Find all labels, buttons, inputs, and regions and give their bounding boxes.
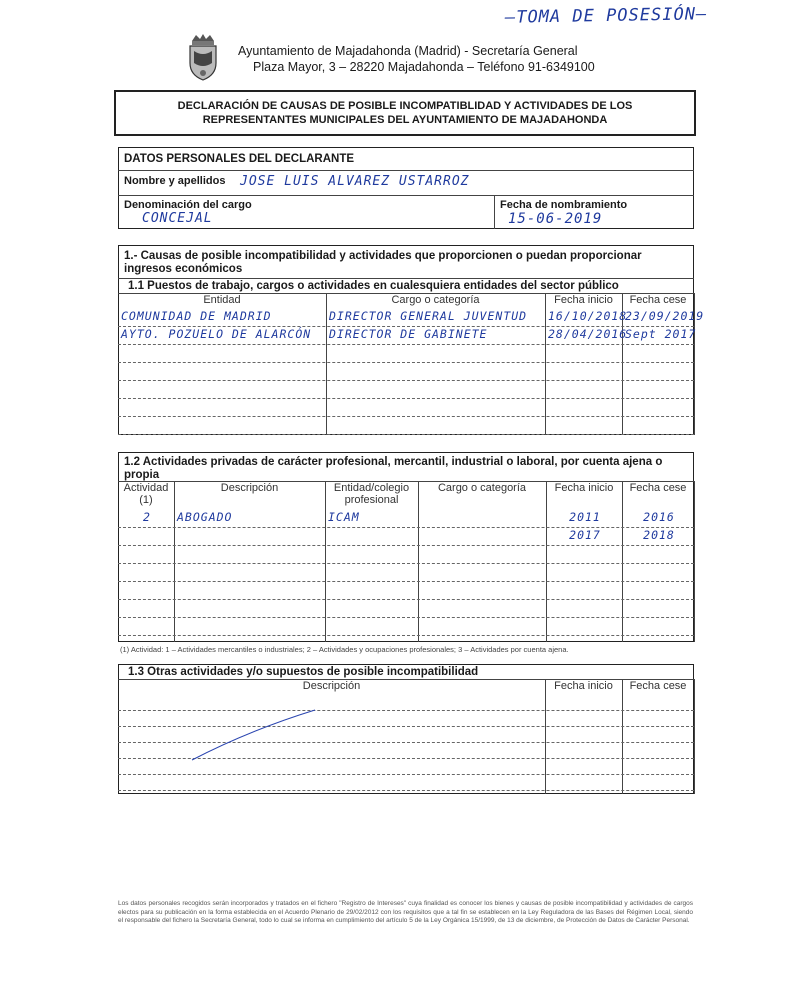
footnote: (1) Actividad: 1 – Actividades mercantiles o industriales; 2 – Actividades y ocupaciones profesionales; 3 – Actividades por cuenta ajena. [120,645,569,654]
header-line2: Plaza Mayor, 3 – 28220 Majadahonda – Teléfono 91-6349100 [253,60,595,74]
table-cell: 2016 [643,510,675,524]
column-header: Fecha inicio [554,294,613,306]
name-value: JOSE LUIS ALVAREZ USTARROZ [240,174,470,189]
column-header: Cargo o categoría [391,294,480,306]
handwritten-annotation: —TOMA DE POSESIÓN— [504,4,708,28]
title-line2: REPRESENTANTES MUNICIPALES DEL AYUNTAMIENTO DE MAJADAHONDA [202,114,608,126]
title-line1: DECLARACIÓN DE CAUSAS DE POSIBLE INCOMPATIBLIDAD Y ACTIVIDADES DE LOS [177,100,633,112]
table-cell: DIRECTOR DE GABINETE [329,327,488,341]
table-cell: DIRECTOR GENERAL JUVENTUD [329,309,528,323]
privacy-footer: Los datos personales recogidos serán incorporados y tratados en el fichero "Registro de Intereses" cuya finalidad es conocer los bienes y causas de posible incompatibilidad y actividades de cargos electos para su publicación en la forma establecida en el Acuerdo Plenario de 29/02/2012 con los requisitos que a tal fin se establecen en la Ley Reguladora de las Bases del Régimen Local, siendo el responsable del fichero la Secretaría General, todo lo cual se informa en cumplimiento del artículo 5 de la Ley Orgánica 15/1999, de 13 de diciembre, de Protección de Datos de Carácter Personal. [118,900,693,924]
column-header: Actividad (1) [123,482,169,506]
name-label: Nombre y apellidos [124,175,226,187]
section-1-heading: 1.- Causas de posible incompatibilidad y actividades que proporcionen o puedan proporcionar ingresos económicos [124,250,642,275]
fecha-nombramiento-value: 15-06-2019 [508,211,603,227]
table-cell: 2011 [569,510,601,524]
strike-through-line [180,705,320,765]
table-cell: Sept 2017 [625,327,697,341]
column-header: Fecha inicio [554,680,613,692]
table-cell: COMUNIDAD DE MADRID [121,309,272,323]
column-header: Descripción [302,680,361,692]
column-header: Entidad/colegio profesional [333,482,410,506]
cargo-label: Denominación del cargo [124,199,252,211]
column-header: Entidad [203,294,241,306]
title-box [114,90,696,136]
table-cell: ABOGADO [177,510,233,524]
fecha-nombramiento-label: Fecha de nombramiento [500,199,628,211]
cargo-value: CONCEJAL [142,211,213,226]
table-cell: ICAM [328,510,360,524]
column-header: Cargo o categoría [437,482,527,494]
table-cell: 2018 [643,528,675,542]
column-header: Fecha inicio [554,482,614,494]
table-cell: 2017 [569,528,601,542]
municipal-crest-icon [186,33,220,81]
section-1-2-heading: 1.2 Actividades privadas de carácter profesional, mercantil, industrial o laboral, por cuenta ajena o propia [124,456,663,481]
table-cell: 23/09/2019 [625,309,705,323]
table-cell: 28/04/2016 [548,327,628,341]
table-cell: 16/10/2018 [548,309,628,323]
table-cell: AYTO. POZUELO DE ALARCÓN [121,327,312,341]
table-cell: 2 [143,510,151,524]
personal-data-heading: DATOS PERSONALES DEL DECLARANTE [124,153,355,165]
column-header: Descripción [220,482,279,494]
header-line1: Ayuntamiento de Majadahonda (Madrid) - Secretaría General [238,44,578,58]
section-1-1-heading: 1.1 Puestos de trabajo, cargos o actividades en cualesquiera entidades del sector público [128,280,619,292]
section-1-3-heading: 1.3 Otras actividades y/o supuestos de posible incompatibilidad [128,666,479,678]
column-header: Fecha cese [629,680,687,692]
column-header: Fecha cese [629,482,687,494]
column-header: Fecha cese [629,294,687,306]
